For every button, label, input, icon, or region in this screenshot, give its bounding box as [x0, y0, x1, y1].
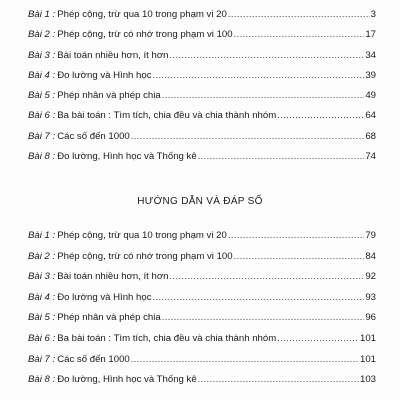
leader-dots [162, 85, 365, 105]
entry-title: Đo lường và Hình học [57, 69, 152, 81]
entry-page-number: 96 [365, 312, 376, 324]
entry-title: Ba bài toán : Tìm tích, chia đều và chia thành nhóm [57, 110, 277, 122]
toc-entry [28, 246, 376, 267]
toc-entry [28, 225, 376, 246]
toc-entry [28, 45, 376, 65]
entry-label: Bài 6 : [28, 332, 56, 344]
leader-dots [131, 126, 365, 146]
entry-page-number: 68 [365, 130, 376, 142]
toc-entry [28, 85, 376, 105]
leader-dots [234, 246, 365, 267]
toc-entry [28, 65, 376, 85]
entry-label: Bài 8 : [28, 374, 56, 386]
toc-entry [28, 24, 376, 44]
entry-page-number: 64 [365, 110, 376, 122]
table-of-contents [28, 4, 376, 166]
toc-entry [28, 328, 376, 349]
entry-label: Bài 4 : [28, 291, 56, 303]
entry-label: Bài 3 : [28, 49, 56, 61]
toc-entry [28, 146, 376, 166]
entry-page-number: 3 [370, 9, 376, 20]
entry-label: Bài 1 : [28, 9, 56, 20]
entry-title: Phép cộng, trừ có nhớ trong phạm vi 100 [57, 29, 233, 41]
leader-dots [277, 328, 359, 349]
entry-page-number: 39 [365, 69, 376, 81]
leader-dots [228, 4, 370, 24]
leader-dots [277, 105, 364, 125]
entry-label: Bài 1 : [28, 230, 56, 241]
toc-entry [28, 287, 376, 308]
leader-dots [234, 24, 365, 44]
entry-page-number: 101 [359, 353, 376, 365]
entry-page-number: 34 [365, 49, 376, 61]
leader-dots [198, 369, 359, 390]
entry-title: Các số đến 1000 [57, 353, 130, 365]
entry-title: Đo lường, Hình học và Thống kê [57, 151, 197, 163]
entry-page-number: 93 [365, 291, 376, 303]
leader-dots [153, 287, 365, 308]
entry-label: Bài 8 : [28, 151, 56, 163]
toc-entry [28, 126, 376, 146]
toc-entry [28, 266, 376, 287]
entry-page-number: 74 [365, 151, 376, 163]
leader-dots [228, 225, 365, 246]
leader-dots [198, 146, 365, 166]
leader-dots [169, 45, 364, 65]
entry-page-number: 103 [359, 374, 376, 386]
entry-label: Bài 3 : [28, 271, 56, 283]
entry-label: Bài 7 : [28, 130, 56, 142]
entry-page-number: 17 [365, 29, 376, 41]
leader-dots [162, 307, 365, 328]
entry-page-number: 92 [365, 271, 376, 283]
entry-page-number: 49 [365, 90, 376, 102]
toc-entry [28, 307, 376, 328]
entry-page-number: 84 [365, 250, 376, 262]
toc-entry [28, 105, 376, 125]
entry-label: Bài 4 : [28, 69, 56, 81]
entry-title: Phép nhân và phép chia [57, 90, 161, 102]
entry-title: Bài toán nhiều hơn, ít hơn [57, 49, 169, 61]
entry-title: Các số đến 1000 [57, 130, 130, 142]
entry-title: Ba bài toán : Tìm tích, chia đều và chia thành nhóm [57, 332, 277, 344]
entry-label: Bài 7 : [28, 353, 56, 365]
entry-label: Bài 5 : [28, 90, 56, 102]
leader-dots [153, 65, 365, 85]
entry-title: Phép nhân và phép chia [57, 312, 161, 324]
entry-label: Bài 2 : [28, 250, 56, 262]
entry-page-number: 79 [365, 230, 376, 241]
toc-entry [28, 369, 376, 390]
toc-entry [28, 4, 376, 24]
entry-title: Phép cộng, trừ qua 10 trong phạm vi 20 [57, 9, 227, 20]
entry-title: Phép cộng, trừ qua 10 trong phạm vi 20 [57, 230, 227, 241]
entry-label: Bài 6 : [28, 110, 56, 122]
entry-page-number: 101 [359, 332, 376, 344]
entry-title: Bài toán nhiều hơn, ít hơn [57, 271, 169, 283]
entry-title: Đo lường, Hình học và Thống kê [57, 374, 197, 386]
entry-title: Phép cộng, trừ có nhớ trong phạm vi 100 [57, 250, 233, 262]
section-heading: HƯỚNG DẪN VÀ ĐÁP SỐ [137, 196, 263, 207]
leader-dots [169, 266, 364, 287]
entry-title: Đo lường và Hình học [57, 291, 152, 303]
entry-label: Bài 5 : [28, 312, 56, 324]
entry-label: Bài 2 : [28, 29, 56, 41]
toc-entry [28, 349, 376, 370]
leader-dots [131, 349, 359, 370]
answers-contents [28, 225, 376, 390]
